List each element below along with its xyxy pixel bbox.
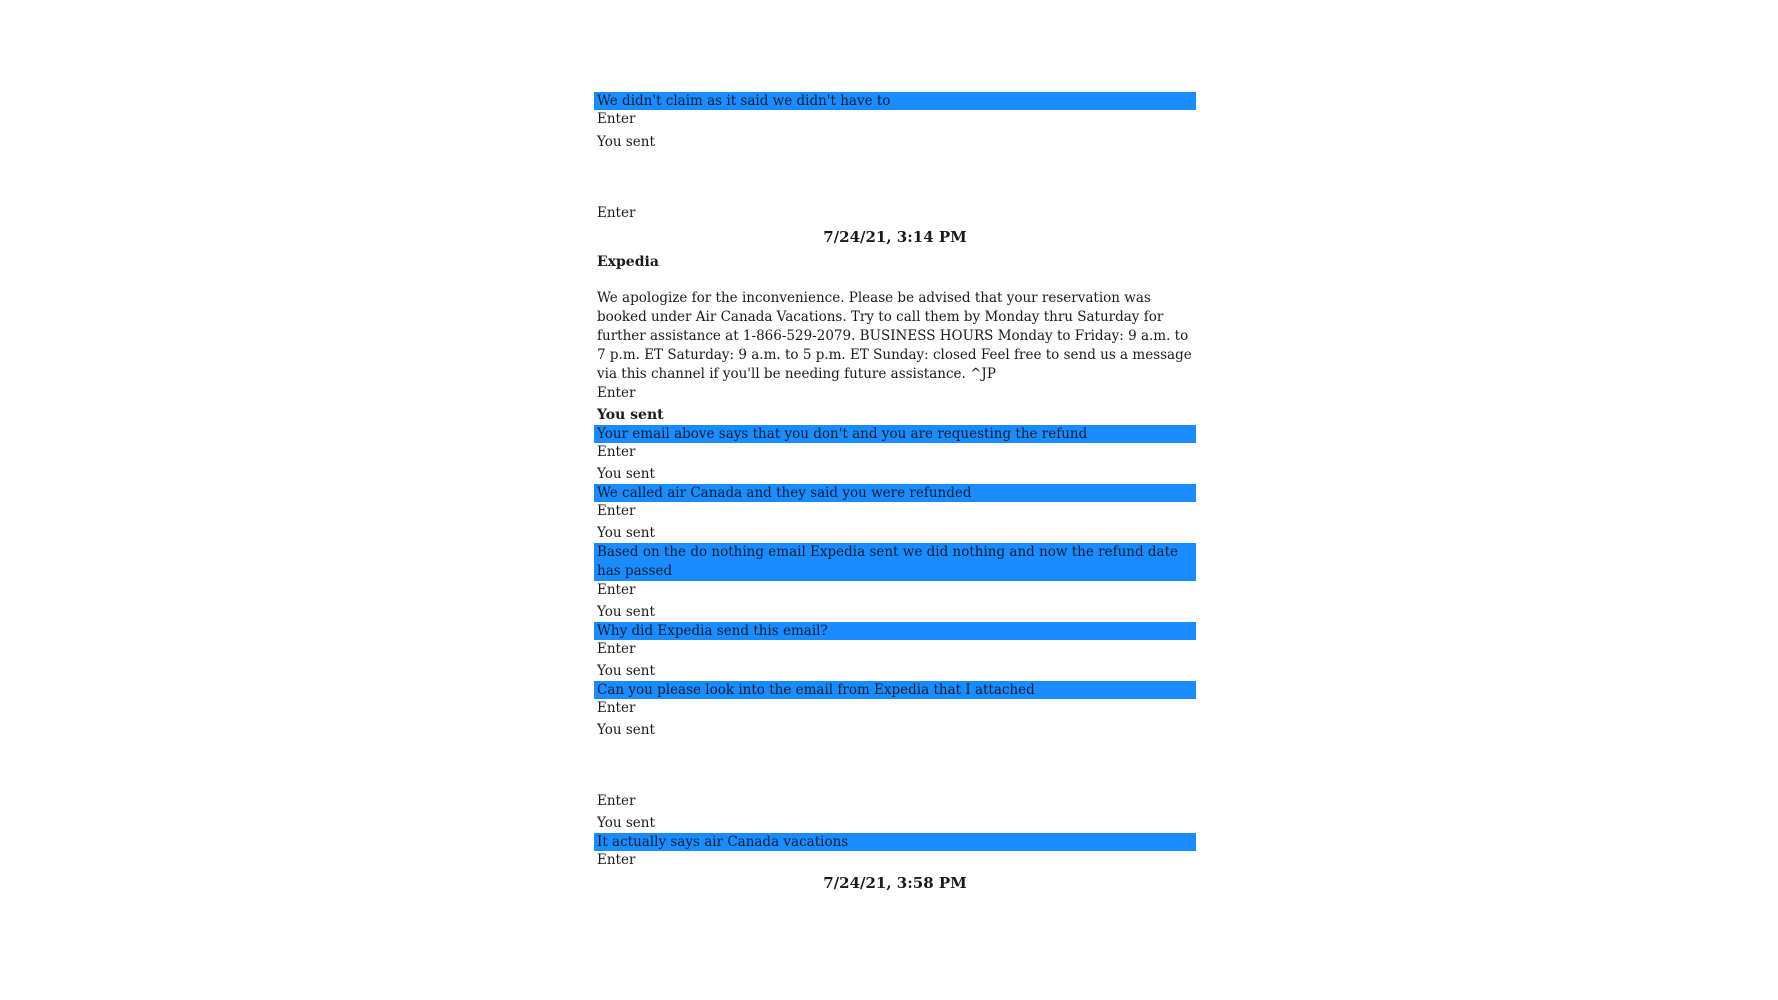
enter-label: Enter: [597, 503, 636, 519]
you-sent-label: You sent: [597, 663, 655, 679]
highlighted-message: Why did Expedia send this email?: [594, 622, 1196, 640]
message-timestamp: 7/24/21, 3:14 PM: [823, 228, 967, 246]
sender-name: You sent: [597, 407, 664, 423]
enter-label: Enter: [597, 444, 636, 460]
enter-label: Enter: [597, 111, 636, 127]
highlighted-message: Can you please look into the email from Expedia that I attached: [594, 681, 1196, 699]
you-sent-label: You sent: [597, 722, 655, 738]
expedia-reply-paragraph: We apologize for the inconvenience. Please be advised that your reservation was booked under Air Canada Vacations. Try to call them by Monday thru Saturday for further assistance at 1-866-529-2079. BUSINESS HOURS Monday to Friday: 9 a.m. to 7 p.m. ET Saturday: 9 a.m. to 5 p.m. ET Sunday: closed Feel free to send us a message via this channel if you'll be needing future assistance. ^JP: [597, 290, 1192, 382]
sender-name: Expedia: [597, 254, 659, 270]
enter-label: Enter: [597, 385, 636, 401]
highlighted-message: We didn't claim as it said we didn't have to: [594, 92, 1196, 110]
enter-label: Enter: [597, 205, 636, 221]
you-sent-label: You sent: [597, 604, 655, 620]
enter-label: Enter: [597, 700, 636, 716]
you-sent-label: You sent: [597, 134, 655, 150]
highlighted-message: Based on the do nothing email Expedia sent we did nothing and now the refund date has passed: [594, 543, 1196, 581]
highlighted-message: It actually says air Canada vacations: [594, 833, 1196, 851]
highlighted-message: Your email above says that you don't and you are requesting the refund: [594, 425, 1196, 443]
message-timestamp: 7/24/21, 3:58 PM: [823, 874, 967, 892]
you-sent-label: You sent: [597, 466, 655, 482]
enter-label: Enter: [597, 852, 636, 868]
you-sent-label: You sent: [597, 815, 655, 831]
enter-label: Enter: [597, 641, 636, 657]
you-sent-label: You sent: [597, 525, 655, 541]
highlighted-message: We called air Canada and they said you were refunded: [594, 484, 1196, 502]
enter-label: Enter: [597, 793, 636, 809]
enter-label: Enter: [597, 582, 636, 598]
